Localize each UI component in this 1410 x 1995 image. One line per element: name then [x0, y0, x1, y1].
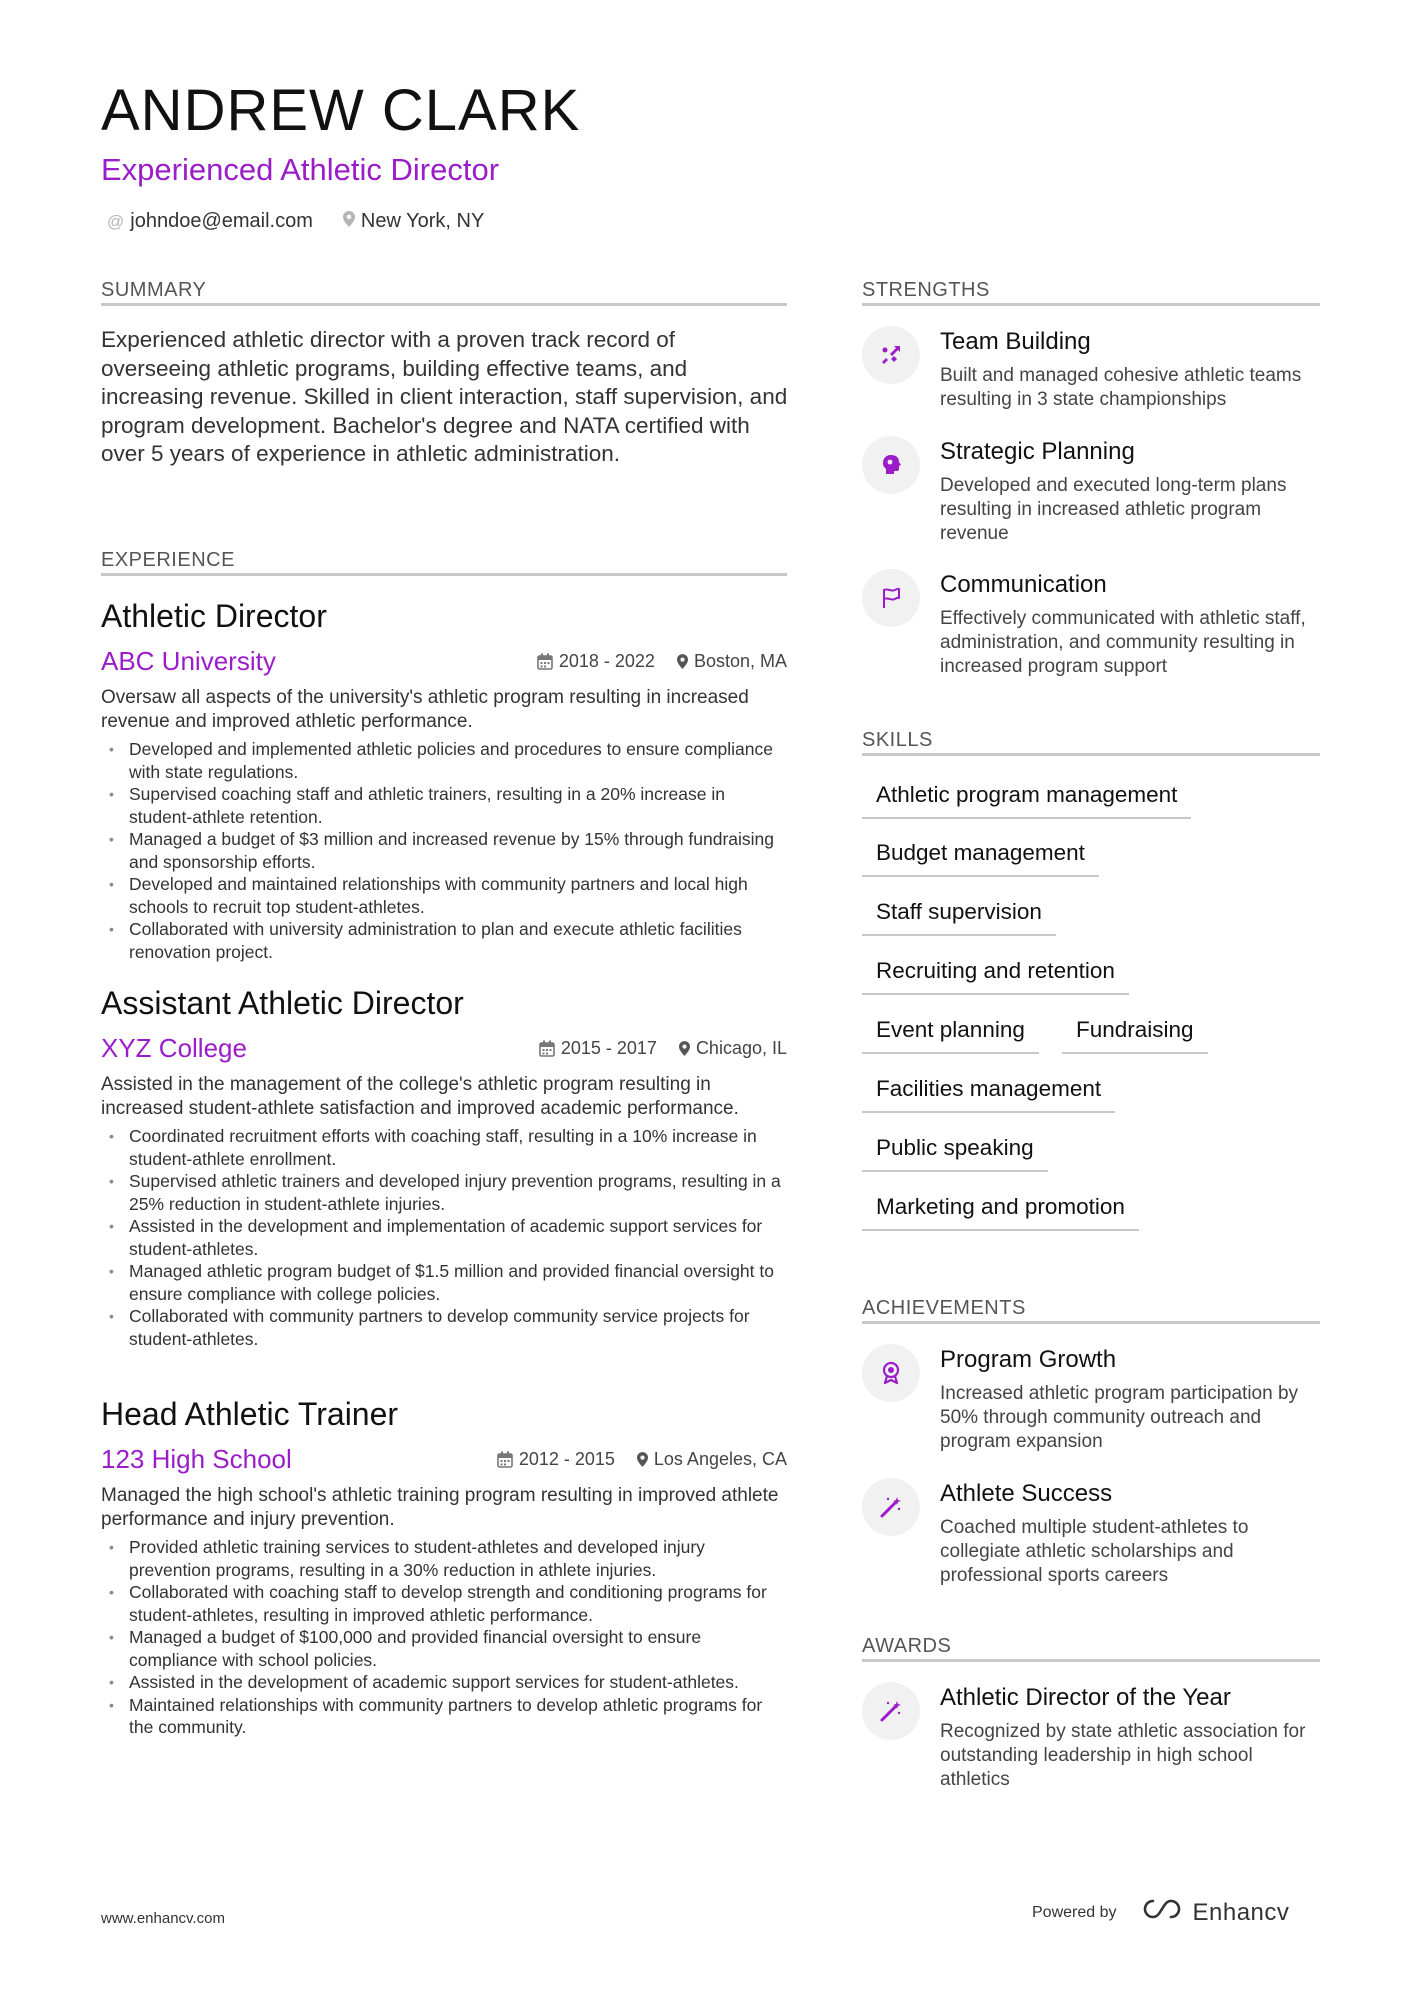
achievements-divider [862, 1321, 1320, 1324]
calendar-icon [497, 1451, 513, 1468]
strength-description: Built and managed cohesive athletic teams resulting in 3 state championships [940, 365, 1302, 410]
experience-entry [101, 987, 787, 1350]
experience-entry [101, 1398, 787, 1739]
skill-tag: Staff supervision [862, 901, 1056, 936]
location-text: New York, NY [360, 210, 485, 232]
location-text: Chicago, IL [695, 1037, 787, 1058]
bullet-item: • Supervised coaching staff and athletic trainers, resulting in a 20% increase in student-athlete retention. [101, 783, 787, 828]
magic-wand-icon [862, 1478, 920, 1536]
strengths-divider [862, 303, 1320, 306]
strengths-heading: STRENGTHS [862, 279, 990, 301]
contact-email[interactable] [107, 210, 313, 233]
job-meta-row [101, 648, 787, 674]
strength-title: Team Building [940, 328, 1091, 355]
skills-divider [862, 753, 1320, 756]
location-pin-icon [637, 1452, 648, 1467]
strength-title: Communication [940, 571, 1107, 598]
bullet-item: • Managed a budget of $3 million and increased revenue by 15% through fundraising and sponsorship efforts. [101, 828, 787, 873]
award-description: Recognized by state athletic association for outstanding leadership in high school athletics [940, 1721, 1306, 1790]
bullet-item: • Collaborated with university administration to plan and execute athletic facilities renovation project. [101, 918, 787, 963]
bullet-item: • Developed and maintained relationships with community partners and local high schools to recruit top student-athletes. [101, 873, 787, 918]
enhancv-logo-text: Enhancv [1192, 1898, 1290, 1926]
company-name: XYZ College [101, 1033, 247, 1063]
contact-bar [107, 210, 484, 233]
summary-text: Experienced athletic director with a proven track record of overseeing athletic programs, building effective teams, and increasing revenue. Skilled in client interaction, staff supervision, and program development. Bachelor's degree and NATA certified with over 5 years of experience in athletic administration. [101, 327, 788, 466]
email-text: johndoe@email.com [130, 210, 313, 232]
strategy-icon [862, 326, 920, 384]
bullet-item: • Provided athletic training services to student-athletes and developed injury prevention programs, resulting in a 30% reduction in athlete injuries. [101, 1536, 787, 1581]
job-meta [539, 1038, 787, 1059]
achievement-description: Increased athletic program participation by 50% through community outreach and program expansion [940, 1383, 1299, 1452]
strength-item [862, 326, 1322, 412]
job-title: Athletic Director [101, 598, 327, 634]
footer-branding [1032, 1897, 1289, 1928]
job-location [677, 651, 787, 672]
award-item [862, 1682, 1322, 1792]
skill-tag: Marketing and promotion [862, 1196, 1139, 1231]
dates-text: 2015 - 2017 [560, 1037, 657, 1058]
bullet-item: • Collaborated with coaching staff to develop strength and conditioning programs for student-athletes, resulting in improved athletic performance. [101, 1581, 787, 1626]
location-text: Los Angeles, CA [653, 1448, 787, 1469]
award-title: Athletic Director of the Year [940, 1684, 1231, 1711]
candidate-title: Experienced Athletic Director [101, 152, 500, 187]
skill-tag: Public speaking [862, 1137, 1048, 1172]
job-bullets [101, 1536, 787, 1739]
achievements-heading: ACHIEVEMENTS [862, 1297, 1026, 1319]
enhancv-logo[interactable] [1139, 1897, 1290, 1928]
job-meta-row [101, 1446, 787, 1472]
awards-divider [862, 1659, 1320, 1662]
skill-tag: Athletic program management [862, 784, 1191, 819]
summary-divider [101, 303, 787, 306]
bullet-item: • Supervised athletic trainers and developed injury prevention programs, resulting in a 25% reduction in student-athlete injuries. [101, 1170, 787, 1215]
strength-item [862, 569, 1322, 679]
strength-title: Strategic Planning [940, 438, 1135, 465]
job-title: Assistant Athletic Director [101, 985, 464, 1021]
location-text: Boston, MA [693, 650, 787, 671]
experience-heading: EXPERIENCE [101, 549, 235, 571]
bullet-item: • Assisted in the development of academic support services for student-athletes. [101, 1671, 787, 1694]
dates-text: 2018 - 2022 [558, 650, 655, 671]
job-description: Managed the high school's athletic training program resulting in improved athlete performance and injury prevention. [101, 1485, 779, 1530]
skill-tag: Facilities management [862, 1078, 1115, 1113]
job-meta-row [101, 1035, 787, 1061]
summary-heading: SUMMARY [101, 279, 207, 301]
location-pin-icon [343, 211, 355, 232]
candidate-name: ANDREW CLARK [101, 78, 581, 143]
strength-description: Developed and executed long-term plans resulting in increased athletic program revenue [940, 475, 1287, 544]
at-icon: @ [107, 211, 125, 231]
job-dates [497, 1449, 615, 1470]
job-dates [537, 651, 655, 672]
skill-tag: Event planning [862, 1019, 1039, 1054]
skill-tag: Recruiting and retention [862, 960, 1129, 995]
contact-location [343, 210, 484, 233]
achievement-item [862, 1344, 1322, 1454]
company-name: 123 High School [101, 1444, 292, 1474]
bullet-item: • Maintained relationships with community partners to develop athletic programs for the community. [101, 1694, 787, 1739]
strength-item [862, 436, 1322, 546]
job-location [679, 1038, 787, 1059]
experience-divider [101, 573, 787, 576]
skill-tag: Fundraising [1062, 1019, 1208, 1054]
bullet-item: • Managed athletic program budget of $1.5 million and provided financial oversight to ensure compliance with college policies. [101, 1260, 787, 1305]
job-description: Assisted in the management of the college's athletic program resulting in increased student-athlete satisfaction and improved academic performance. [101, 1074, 739, 1119]
magic-wand-icon [862, 1682, 920, 1740]
flag-icon [862, 569, 920, 627]
enhancv-logo-icon [1139, 1897, 1185, 1928]
calendar-icon [537, 653, 553, 670]
achievement-title: Athlete Success [940, 1480, 1113, 1507]
job-meta [537, 651, 787, 672]
achievement-description: Coached multiple student-athletes to collegiate athletic scholarships and professional sports careers [940, 1517, 1249, 1586]
bullet-item: • Assisted in the development and implementation of academic support services for student-athletes. [101, 1215, 787, 1260]
location-pin-icon [677, 654, 688, 669]
skill-tag: Budget management [862, 842, 1099, 877]
powered-by-text: Powered by [1032, 1903, 1117, 1921]
bullet-item: • Collaborated with community partners to develop community service projects for student-athletes. [101, 1305, 787, 1350]
job-meta [497, 1449, 787, 1470]
bullet-item: • Developed and implemented athletic policies and procedures to ensure compliance with state regulations. [101, 738, 787, 783]
calendar-icon [539, 1040, 555, 1057]
job-dates [539, 1038, 657, 1059]
experience-entry [101, 600, 787, 963]
job-location [637, 1449, 787, 1470]
brain-icon [862, 436, 920, 494]
company-name: ABC University [101, 646, 276, 676]
job-bullets [101, 738, 787, 963]
strength-description: Effectively communicated with athletic staff, administration, and community resulting in increased program support [940, 608, 1306, 677]
awards-heading: AWARDS [862, 1635, 952, 1657]
skills-heading: SKILLS [862, 729, 933, 751]
footer-website[interactable]: www.enhancv.com [101, 1910, 225, 1927]
job-description: Oversaw all aspects of the university's athletic program resulting in increased revenue and improved athletic performance. [101, 687, 749, 732]
award-icon [862, 1344, 920, 1402]
bullet-item: • Managed a budget of $100,000 and provided financial oversight to ensure compliance with school policies. [101, 1626, 787, 1671]
achievement-item [862, 1478, 1322, 1588]
bullet-item: • Coordinated recruitment efforts with coaching staff, resulting in a 10% increase in student-athlete enrollment. [101, 1125, 787, 1170]
location-pin-icon [679, 1041, 690, 1056]
dates-text: 2012 - 2015 [518, 1448, 615, 1469]
achievement-title: Program Growth [940, 1346, 1117, 1373]
job-bullets [101, 1125, 787, 1350]
job-title: Head Athletic Trainer [101, 1396, 399, 1432]
